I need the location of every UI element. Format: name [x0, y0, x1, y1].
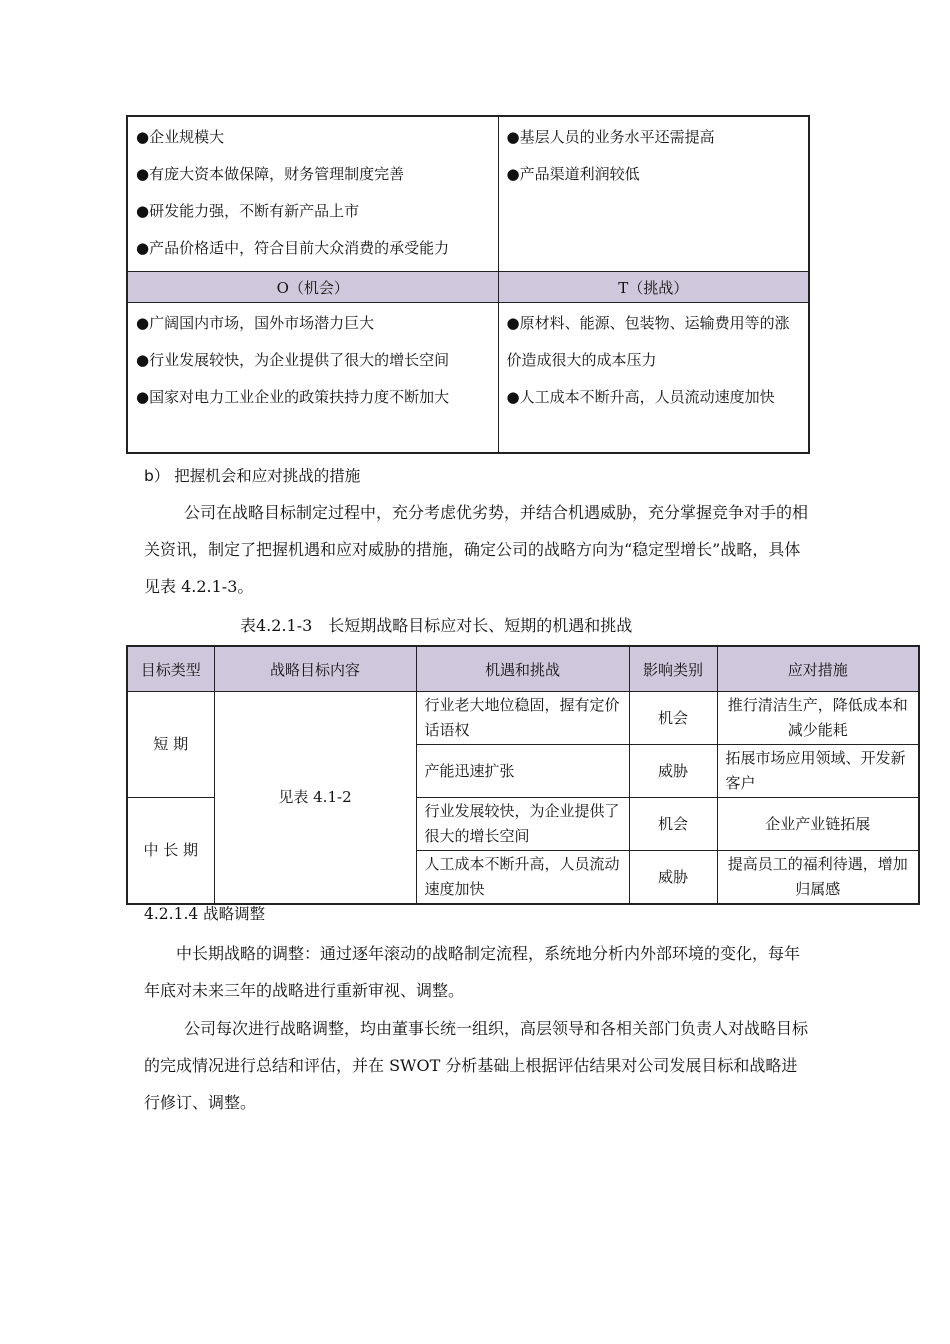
impact-type-cell: 机会: [629, 692, 717, 745]
challenge-cell: 人工成本不断升高，人员流动速度加快: [416, 851, 629, 905]
table-caption: 表4.2.1-3 长短期战略目标应对长、短期的机遇和挑战: [240, 616, 633, 635]
opportunity-item: ●广阔国内市场，国外市场潜力巨大: [136, 314, 375, 332]
paragraph-strategy-direction: 公司在战略目标制定过程中，充分考虑优劣势，并结合机遇威胁，充分掌握竞争对手的相关资讯，制定了把握机遇和应对威胁的措施，确定公司的战略方向为“稳定型增长”战略，具体见表 4.2.1-3。: [144, 503, 809, 596]
header-countermeasure: 应对措施: [717, 646, 919, 692]
countermeasure-cell: 企业产业链拓展: [717, 798, 919, 851]
weaknesses-cell: [498, 116, 809, 272]
header-impact-type: 影响类别: [629, 646, 717, 692]
threats-header: T（挑战）: [498, 272, 809, 303]
threat-item: ●原材料、能源、包装物、运输费用等的涨价造成很大的成本压力: [506, 314, 790, 369]
opportunities-cell: [127, 303, 498, 453]
threat-item: ●人工成本不断升高，人员流动速度加快: [506, 388, 775, 406]
countermeasure-cell: 拓展市场应用领域、开发新客户: [717, 745, 919, 798]
weakness-item: ●基层人员的业务水平还需提高: [506, 128, 715, 146]
long-term-label: 中 长 期: [127, 798, 214, 905]
strength-item: ●产品价格适中，符合目前大众消费的承受能力: [136, 239, 450, 257]
section-b-heading: b） 把握机会和应对挑战的措施: [144, 467, 361, 485]
header-target-type: 目标类型: [127, 646, 214, 692]
strength-item: ●企业规模大: [136, 128, 225, 146]
impact-type-cell: 威胁: [629, 745, 717, 798]
strategy-content-cell: 见表 4.1-2: [214, 692, 416, 905]
strength-item: ●研发能力强，不断有新产品上市: [136, 202, 360, 220]
paragraph-adjustment-process: 公司每次进行战略调整，均由董事长统一组织，高层领导和各相关部门负责人对战略目标的完成情况进行总结和评估，并在 SWOT 分析基础上根据评估结果对公司发展目标和战略进行修订、调整。: [144, 1019, 809, 1112]
opportunity-item: ●行业发展较快，为企业提供了很大的增长空间: [136, 351, 450, 369]
opportunities-header: O（机会）: [127, 272, 498, 303]
challenge-cell: 产能迅速扩张: [416, 745, 629, 798]
countermeasure-cell: 推行清洁生产，降低成本和减少能耗: [717, 692, 919, 745]
measures-table: [126, 645, 920, 905]
short-term-label: 短 期: [127, 692, 214, 798]
weakness-item: ●产品渠道利润较低: [506, 165, 640, 183]
opportunity-item: ●国家对电力工业企业的政策扶持力度不断加大: [136, 388, 450, 406]
threats-cell: [498, 303, 809, 453]
header-opportunity-challenge: 机遇和挑战: [416, 646, 629, 692]
header-strategy-content: 战略目标内容: [214, 646, 416, 692]
countermeasure-cell: 提高员工的福利待遇，增加归属感: [717, 851, 919, 905]
table-row: [127, 692, 919, 745]
challenge-cell: 行业老大地位稳固，握有定价话语权: [416, 692, 629, 745]
impact-type-cell: 威胁: [629, 851, 717, 905]
challenge-cell: 行业发展较快，为企业提供了很大的增长空间: [416, 798, 629, 851]
strengths-cell: [127, 116, 498, 272]
paragraph-long-term-adjustment: 中长期战略的调整：通过逐年滚动的战略制定流程，系统地分析内外部环境的变化，每年年底对未来三年的战略进行重新审视、调整。: [144, 944, 801, 1000]
swot-table: [126, 115, 810, 454]
strength-item: ●有庞大资本做保障，财务管理制度完善: [136, 165, 405, 183]
impact-type-cell: 机会: [629, 798, 717, 851]
section-4214-heading: 4.2.1.4 战略调整: [144, 905, 266, 923]
